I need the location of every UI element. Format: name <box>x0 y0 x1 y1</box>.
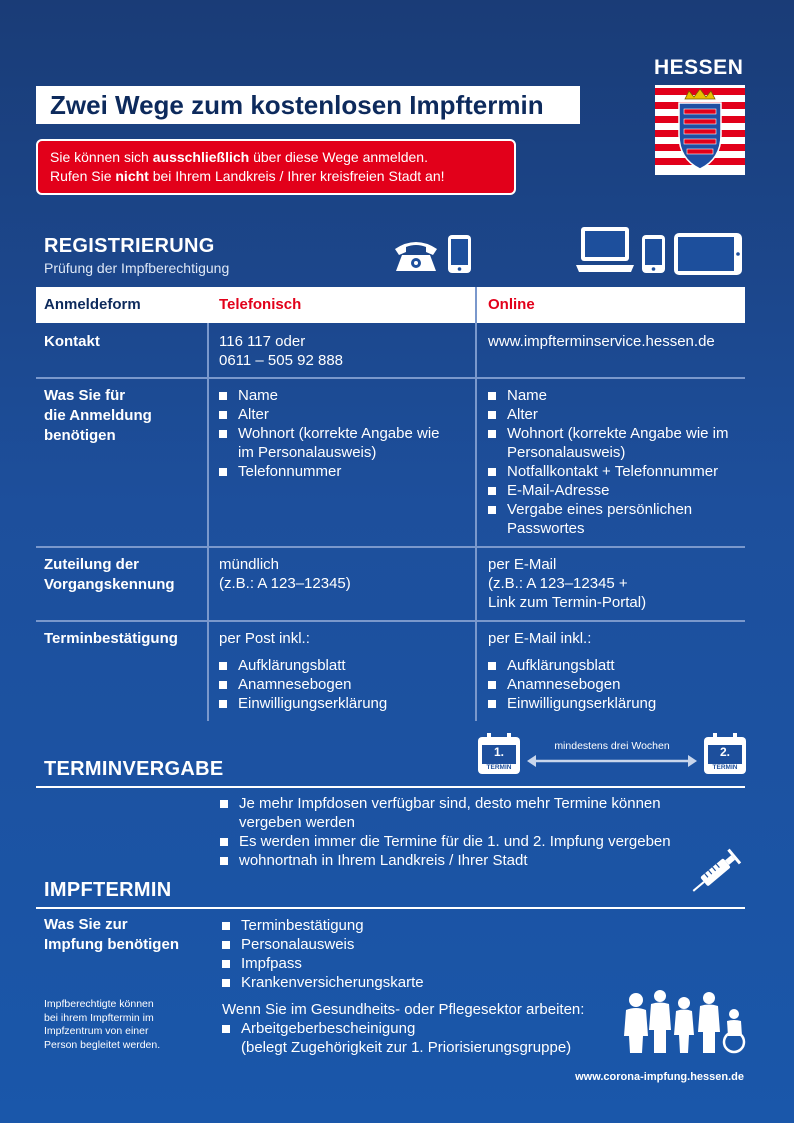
page-title: Zwei Wege zum kostenlosen Impftermin <box>36 86 580 124</box>
smartphone-icon <box>447 234 472 274</box>
smartphone-icon <box>641 234 666 274</box>
companion-note: Impfberechtigte können bei ihrem Impftermin im Impfzentrum von einer Person begleitet werden. <box>44 998 161 1051</box>
health-sector-intro: Wenn Sie im Gesundheits- oder Pflegesektor arbeiten: <box>222 1001 585 1018</box>
hessen-crest-logo <box>655 85 745 175</box>
list-item: Krankenversicherungskarte <box>222 973 424 992</box>
row-label-assignment: Zuteilung der Vorgangskennung <box>44 556 175 593</box>
calendar-2-label: TERMIN <box>712 764 738 771</box>
calendar-first-appointment-icon <box>477 733 521 775</box>
column-divider <box>207 323 209 721</box>
row-label-needs: Was Sie für die Anmeldung benötigen <box>44 387 152 444</box>
list-item: Wohnort (korrekte Angabe wie im Personalausweis) <box>488 424 744 462</box>
calendar-1-label: TERMIN <box>486 764 512 771</box>
contact-online-url[interactable]: www.impfterminservice.hessen.de <box>488 333 715 350</box>
alert-line-1: Sie können sich ausschließlich über diese Wege anmelden. <box>50 149 428 165</box>
calendar-second-appointment-icon <box>703 733 747 775</box>
list-item: Telefonnummer <box>219 462 459 481</box>
alert-line-2: Rufen Sie nicht bei Ihrem Landkreis / Ihrer kreisfreien Stadt an! <box>50 168 445 184</box>
section-divider <box>36 786 745 788</box>
row-divider <box>36 377 745 379</box>
double-arrow-icon <box>526 754 698 768</box>
contact-phone-line: 116 117 oder <box>219 333 306 350</box>
health-sector-note: (belegt Zugehörigkeit zur 1. Priorisierungsgruppe) <box>241 1039 572 1056</box>
list-item: Terminbestätigung <box>222 916 424 935</box>
list-item: Wohnort (korrekte Angabe wie im Personalausweis) <box>219 424 459 462</box>
list-item: Name <box>488 386 744 405</box>
footer-website-link[interactable]: www.corona-impfung.hessen.de <box>575 1071 744 1083</box>
appointments-list <box>220 794 720 870</box>
list-item: E-Mail-Adresse <box>488 481 744 500</box>
health-sector-info <box>222 1000 584 1057</box>
list-item: Es werden immer die Termine für die 1. und 2. Impfung vergeben <box>220 832 720 851</box>
list-item: Alter <box>219 405 459 424</box>
laptop-icon <box>576 226 634 274</box>
telephone-icon <box>392 237 440 273</box>
list-item: Einwilligungserklärung <box>488 694 656 713</box>
list-item: Aufklärungsblatt <box>488 656 656 675</box>
list-item: Anamnesebogen <box>219 675 387 694</box>
registration-subheading: Prüfung der Impfberechtigung <box>44 260 230 276</box>
row-label-vaccination-needs: Was Sie zur Impfung benötigen <box>44 916 179 953</box>
people-group-icon <box>622 990 752 1054</box>
syringe-icon <box>688 843 746 899</box>
list-item: Name <box>219 386 459 405</box>
confirmation-phone-intro: per Post inkl.: <box>219 630 310 647</box>
column-divider <box>475 287 477 721</box>
list-item: Anamnesebogen <box>488 675 656 694</box>
assignment-phone: mündlich (z.B.: A 123–12345) <box>219 556 351 592</box>
list-item: Alter <box>488 405 744 424</box>
list-item: Notfallkontakt + Telefonnummer <box>488 462 744 481</box>
list-item: Arbeitgeberbescheinigung <box>222 1019 584 1038</box>
tablet-icon <box>673 232 743 276</box>
registration-heading: REGISTRIERUNG <box>44 235 215 257</box>
confirmation-online <box>488 629 656 713</box>
hessen-logo-text: HESSEN <box>654 56 744 79</box>
vaccination-heading: IMPFTERMIN <box>44 879 172 901</box>
column-header-registration-type: Anmeldeform <box>44 296 141 313</box>
list-item: Je mehr Impfdosen verfügbar sind, desto mehr Termine können vergeben werden <box>220 794 720 832</box>
needs-phone-list <box>219 386 459 481</box>
column-header-online: Online <box>488 296 535 313</box>
contact-phone <box>219 332 343 370</box>
list-item: wohnortnah in Ihrem Landkreis / Ihrer Stadt <box>220 851 720 870</box>
appointments-heading: TERMINVERGABE <box>44 758 224 780</box>
section-divider <box>36 907 745 909</box>
assignment-online: per E-Mail (z.B.: A 123–12345 + Link zum Termin-Portal) <box>488 556 647 611</box>
alert-box <box>36 139 516 195</box>
column-header-phone: Telefonisch <box>219 296 302 313</box>
list-item: Aufklärungsblatt <box>219 656 387 675</box>
row-divider <box>36 620 745 622</box>
confirmation-phone <box>219 629 387 713</box>
table-header <box>36 287 745 323</box>
vaccination-needs-list <box>222 916 424 992</box>
calendar-1-number: 1. <box>493 745 504 759</box>
contact-phone-number: 0611 – 505 92 888 <box>219 352 344 369</box>
list-item: Personalausweis <box>222 935 424 954</box>
row-label-confirmation: Terminbestätigung <box>44 630 178 647</box>
needs-online-list <box>488 386 744 538</box>
interval-label: mindestens drei Wochen <box>554 740 670 752</box>
list-item: Vergabe eines persönlichen Passwortes <box>488 500 744 538</box>
confirmation-online-intro: per E-Mail inkl.: <box>488 630 592 647</box>
list-item: Impfpass <box>222 954 424 973</box>
list-item: Einwilligungserklärung <box>219 694 387 713</box>
calendar-2-number: 2. <box>719 745 730 759</box>
row-label-contact: Kontakt <box>44 333 100 350</box>
row-divider <box>36 546 745 548</box>
